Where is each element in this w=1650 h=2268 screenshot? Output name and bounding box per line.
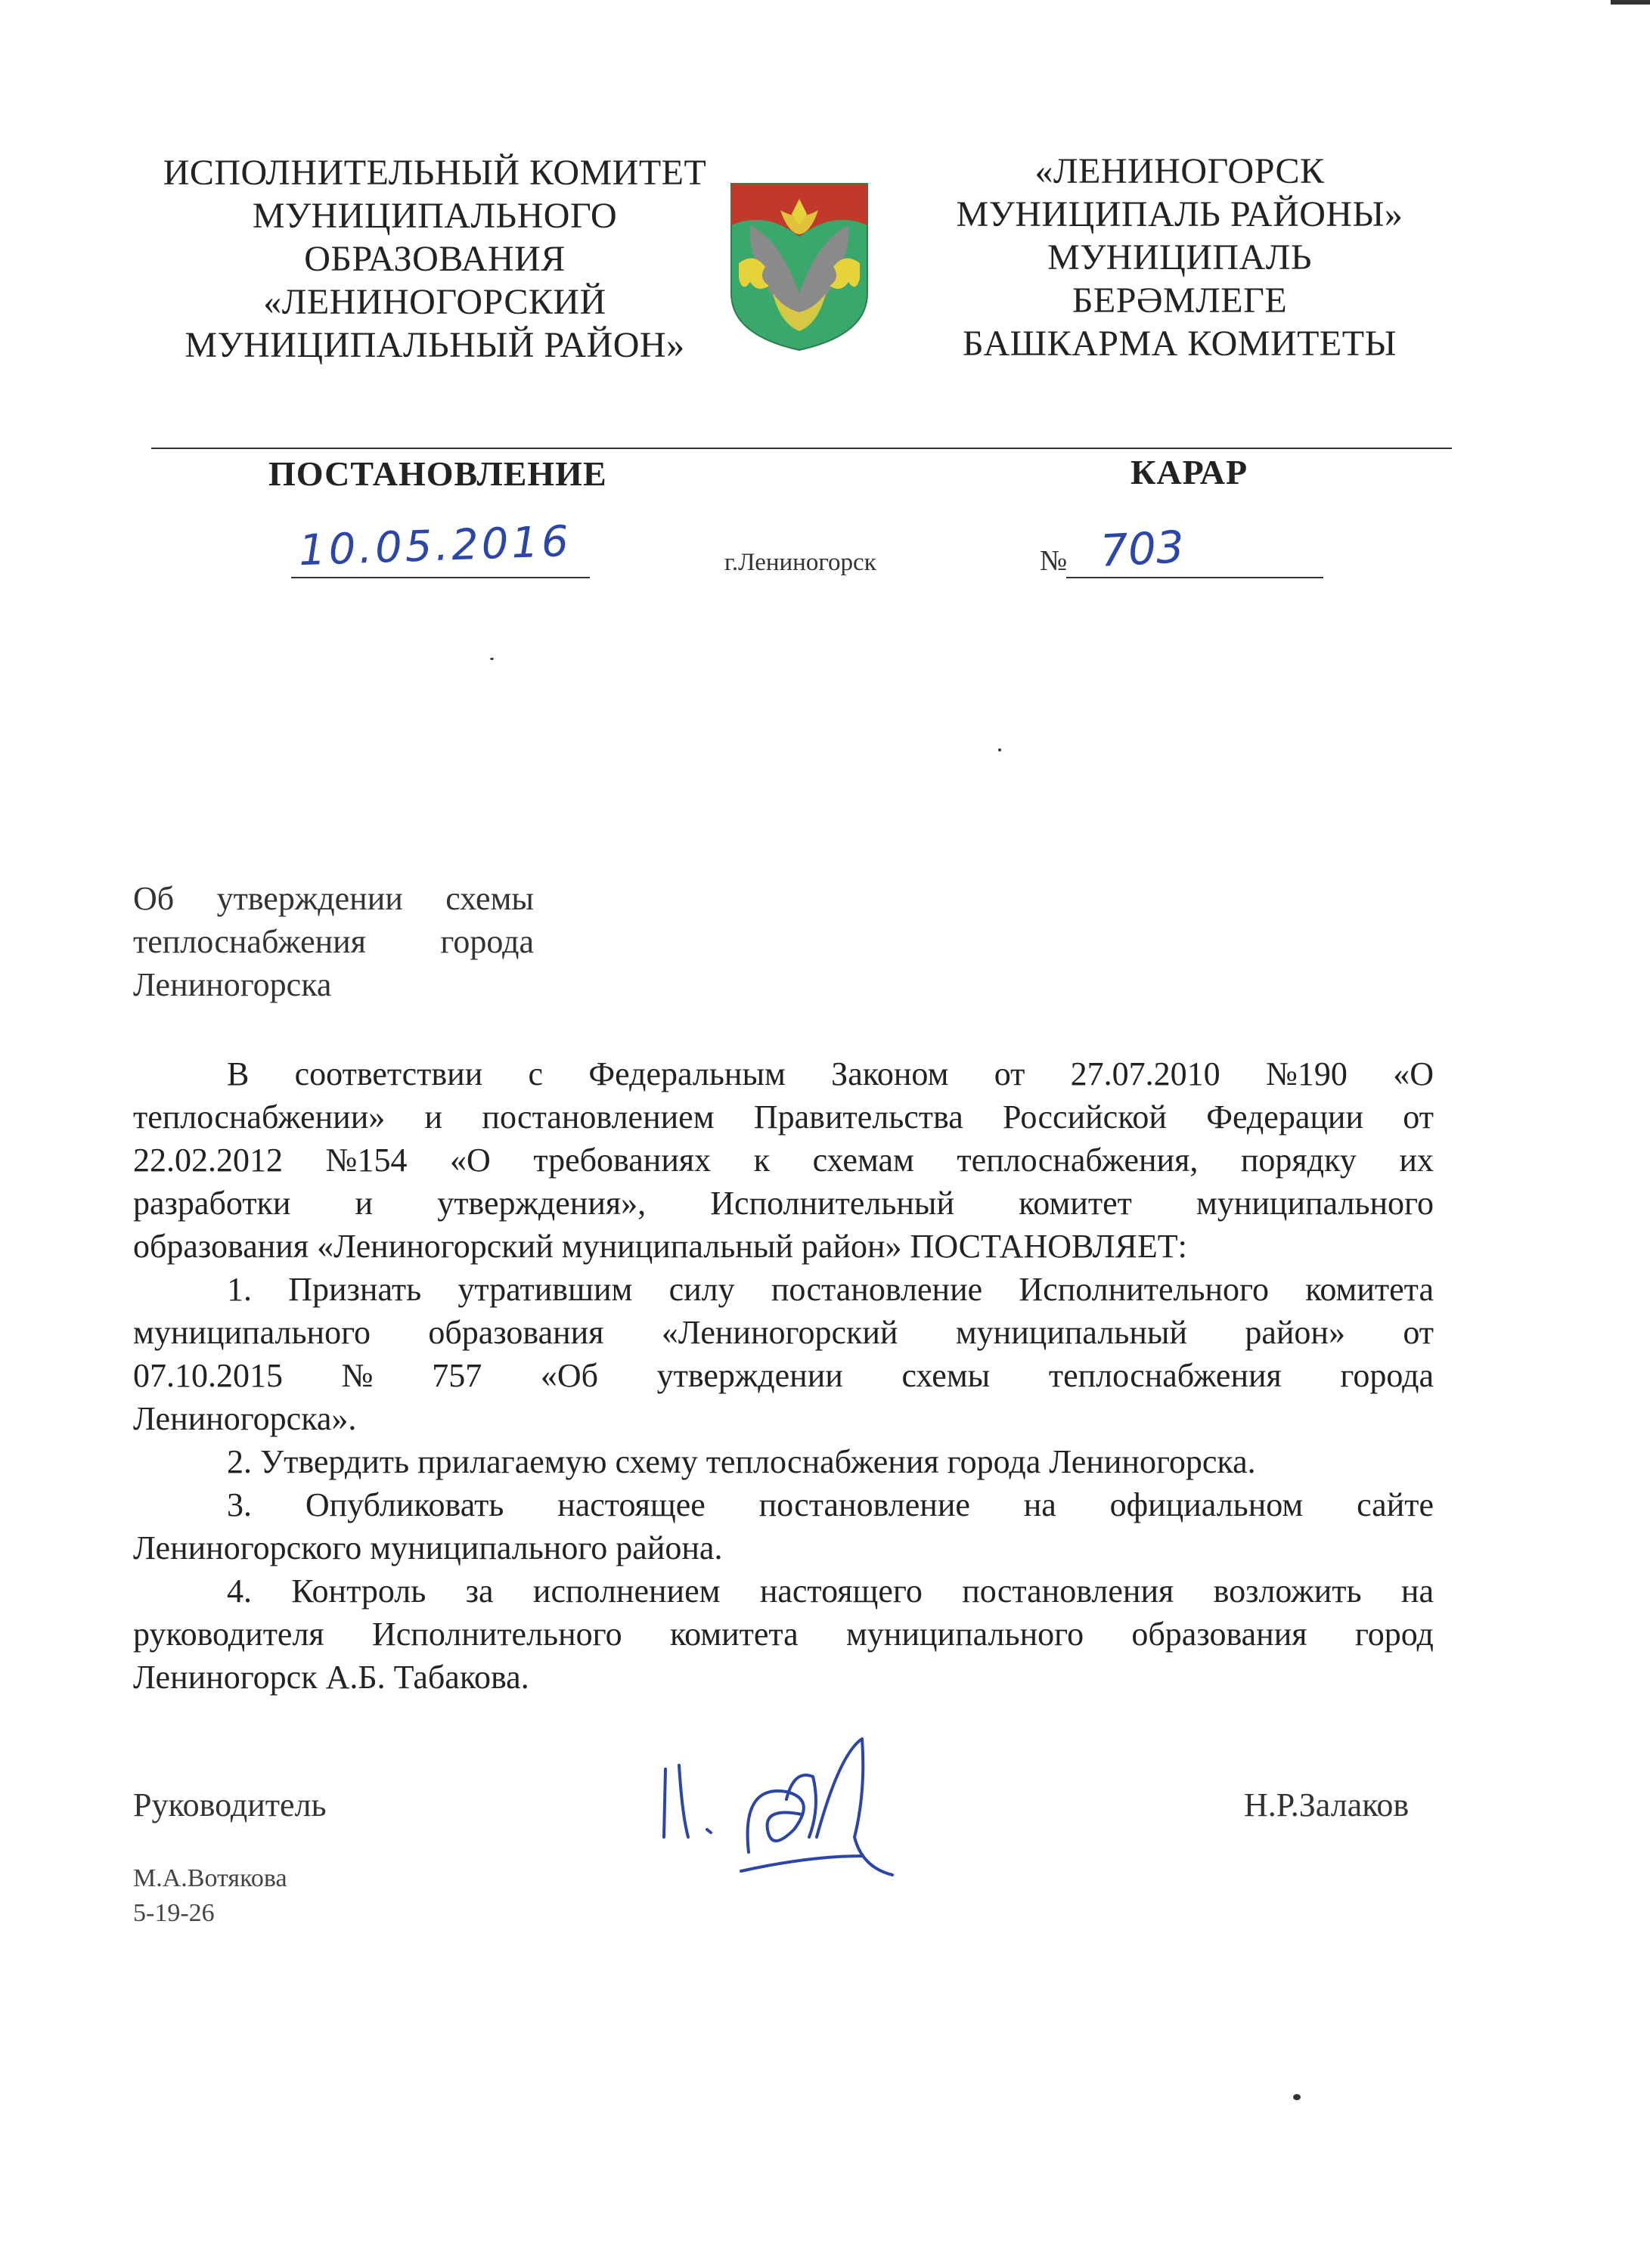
word: 1.	[227, 1271, 252, 1308]
word: постановлением	[482, 1098, 715, 1136]
word: «Об	[540, 1357, 598, 1394]
word: 27.07.2010	[1070, 1055, 1220, 1092]
word: Правительства	[753, 1098, 963, 1136]
word: сайте	[1357, 1486, 1434, 1523]
subject-line	[133, 920, 534, 963]
word: от	[1403, 1314, 1434, 1351]
word: муниципальный	[955, 1314, 1188, 1351]
word: города	[1340, 1357, 1434, 1394]
handwritten-date: 10.05.2016	[297, 516, 572, 576]
subject-line: Лениногорска	[133, 966, 332, 1003]
item-4-line: Лениногорск А.Б. Табакова.	[133, 1659, 529, 1696]
word: возложить	[1213, 1572, 1362, 1610]
word: Федерации	[1206, 1098, 1363, 1136]
date-underline	[291, 577, 590, 578]
header-left-line: МУНИЦИПАЛЬНЫЙ РАЙОН»	[185, 325, 685, 365]
word: Исполнительный	[710, 1185, 955, 1222]
item-1-line: Лениногорска».	[133, 1400, 357, 1437]
header-left-line: МУНИЦИПАЛЬНОГО	[252, 196, 618, 236]
header-left-line: «ЛЕНИНОГОРСКИЙ	[263, 282, 606, 322]
item-3-line	[227, 1483, 1434, 1526]
word: комитета	[669, 1616, 799, 1653]
word: постановление	[771, 1271, 983, 1308]
item-1-line	[133, 1311, 1434, 1354]
word: №	[341, 1357, 374, 1394]
word: требованиях	[533, 1142, 712, 1179]
header-right-line: БЕРӘМЛЕГЕ	[1072, 280, 1288, 321]
word: руководителя	[133, 1616, 324, 1653]
word: теплоснабжения	[133, 923, 366, 960]
number-underline	[1066, 577, 1323, 578]
word: схемы	[901, 1357, 991, 1394]
preamble-line	[133, 1139, 1434, 1182]
word: 757	[432, 1357, 482, 1394]
word: утратившим	[457, 1271, 633, 1308]
header-left-line: ОБРАЗОВАНИЯ	[304, 239, 566, 279]
word: образования	[428, 1314, 604, 1351]
header-right-line: МУНИЦИПАЛЬ	[1047, 237, 1312, 277]
word: за	[465, 1572, 494, 1610]
word: теплоснабжения,	[957, 1142, 1199, 1179]
scan-speck	[490, 658, 494, 660]
word: утверждении	[656, 1357, 843, 1394]
word: комитет	[1019, 1185, 1132, 1222]
word: утверждении	[216, 880, 403, 917]
word: город	[1354, 1616, 1434, 1653]
word: города	[440, 923, 534, 960]
word: настоящего	[759, 1572, 923, 1610]
doc-type-tt: КАРАР	[1130, 453, 1248, 491]
scan-edge-mark	[1611, 0, 1650, 5]
header-left-block	[144, 151, 726, 367]
item-3-line: Лениногорского муниципального района.	[133, 1529, 723, 1566]
word: настоящее	[557, 1486, 706, 1523]
word: их	[1399, 1142, 1434, 1179]
header-left-line: ИСПОЛНИТЕЛЬНЫЙ КОМИТЕТ	[163, 153, 707, 193]
item-2-line: 2. Утвердить прилагаемую схему теплоснабжения города Лениногорска.	[227, 1443, 1256, 1480]
word: «Лениногорский	[661, 1314, 898, 1351]
word: теплоснабжении»	[133, 1098, 386, 1136]
word: и	[424, 1098, 443, 1136]
word: Об	[133, 880, 175, 917]
word: 4.	[227, 1572, 252, 1610]
word: постановления	[962, 1572, 1174, 1610]
preamble-line: образования «Лениногорский муниципальный район» ПОСТАНОВЛЯЕТ:	[133, 1228, 1187, 1265]
word: официальном	[1109, 1486, 1304, 1523]
preamble-line	[227, 1052, 1434, 1095]
doc-type-ru: ПОСТАНОВЛЕНИЕ	[268, 454, 607, 493]
word: разработки	[133, 1185, 291, 1222]
word: «О	[450, 1142, 491, 1179]
preamble-line	[133, 1095, 1434, 1139]
word: к	[753, 1142, 771, 1179]
word: от	[1403, 1098, 1434, 1136]
header-right-line: МУНИЦИПАЛЬ РАЙОНЫ»	[956, 194, 1403, 234]
word: с	[528, 1055, 544, 1092]
scan-speck	[998, 748, 1001, 751]
word: №154	[325, 1142, 408, 1179]
word: «О	[1393, 1055, 1434, 1092]
word: №190	[1265, 1055, 1348, 1092]
word: схемам	[812, 1142, 914, 1179]
signatory-name: Н.Р.Залаков	[1244, 1786, 1410, 1823]
word: В	[227, 1055, 250, 1092]
word: Российской	[1003, 1098, 1167, 1136]
executor-phone: 5-19-26	[133, 1899, 215, 1927]
header-divider	[151, 448, 1452, 449]
item-4-line	[133, 1613, 1434, 1656]
word: Исполнительного	[1019, 1271, 1269, 1308]
item-4-line	[227, 1569, 1434, 1613]
word: 3.	[227, 1486, 252, 1523]
word: муниципального	[846, 1616, 1084, 1653]
word: район»	[1245, 1314, 1345, 1351]
word: исполнением	[532, 1572, 721, 1610]
word: порядку	[1240, 1142, 1357, 1179]
word: муниципального	[1196, 1185, 1434, 1222]
word: Исполнительного	[372, 1616, 622, 1653]
word: утверждения»,	[437, 1185, 647, 1222]
signatory-role: Руководитель	[133, 1786, 327, 1823]
word: теплоснабжения	[1048, 1357, 1282, 1394]
city-label: г.Лениногорск	[724, 549, 876, 576]
word: схемы	[445, 880, 534, 917]
number-label: №	[1040, 545, 1068, 577]
word: комитета	[1305, 1271, 1434, 1308]
preamble-line	[133, 1182, 1434, 1225]
word: муниципального	[133, 1314, 371, 1351]
word: и	[355, 1185, 374, 1222]
word: постановление	[758, 1486, 970, 1523]
handwritten-signature-icon	[635, 1724, 938, 1890]
word: силу	[668, 1271, 735, 1308]
word: Федеральным	[588, 1055, 786, 1092]
subject-line	[133, 877, 534, 920]
item-1-line	[227, 1268, 1434, 1311]
item-1-line	[133, 1354, 1434, 1397]
word: Опубликовать	[305, 1486, 504, 1523]
header-right-line: БАШКАРМА КОМИТЕТЫ	[963, 324, 1397, 364]
word: соответствии	[294, 1055, 483, 1092]
word: Законом	[831, 1055, 949, 1092]
scan-speck	[1293, 2094, 1301, 2100]
handwritten-number: 703	[1099, 521, 1186, 577]
header-right-line: «ЛЕНИНОГОРСК	[1034, 151, 1325, 191]
word: 07.10.2015	[133, 1357, 283, 1394]
header-right-block	[930, 150, 1429, 365]
word: на	[1400, 1572, 1434, 1610]
word: 22.02.2012	[133, 1142, 283, 1179]
word: от	[994, 1055, 1025, 1092]
coat-of-arms-emblem-icon	[727, 180, 871, 354]
word: образования	[1131, 1616, 1307, 1653]
word: на	[1023, 1486, 1056, 1523]
executor-name: М.А.Вотякова	[133, 1864, 287, 1892]
word: Признать	[288, 1271, 422, 1308]
word: Контроль	[291, 1572, 426, 1610]
